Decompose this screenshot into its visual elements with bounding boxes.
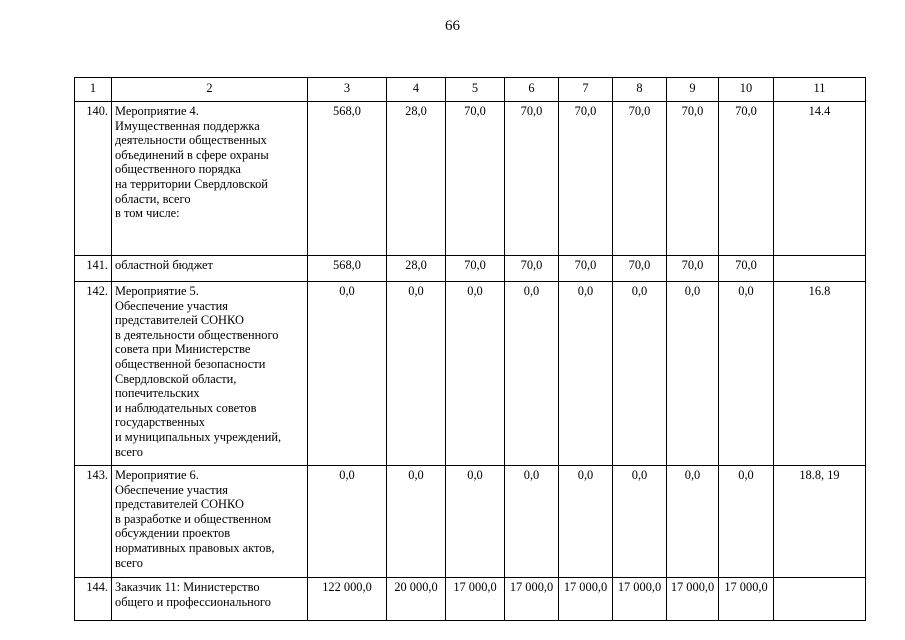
- value-cell: 0,0: [719, 466, 774, 578]
- header-cell-8: 8: [613, 78, 667, 102]
- value-cell: 70,0: [446, 102, 505, 256]
- value-cell: 0,0: [613, 282, 667, 466]
- reference-cell: 18.8, 19: [774, 466, 866, 578]
- page-number: 66: [445, 18, 460, 34]
- header-cell-6: 6: [505, 78, 559, 102]
- table-row: [75, 282, 866, 466]
- value-cell: 0,0: [559, 466, 613, 578]
- value-cell: 0,0: [446, 282, 505, 466]
- value-cell: 17 000,0: [505, 578, 559, 621]
- value-cell: 0,0: [613, 466, 667, 578]
- header-cell-7: 7: [559, 78, 613, 102]
- budget-table: [74, 77, 866, 621]
- value-cell: 0,0: [308, 466, 387, 578]
- value-cell: 28,0: [387, 102, 446, 256]
- value-cell: 0,0: [719, 282, 774, 466]
- value-cell: 70,0: [719, 102, 774, 256]
- value-cell: 70,0: [559, 256, 613, 282]
- reference-cell: [774, 256, 866, 282]
- header-cell-9: 9: [667, 78, 719, 102]
- value-cell: 0,0: [667, 466, 719, 578]
- value-cell: 0,0: [505, 466, 559, 578]
- header-cell-11: 11: [774, 78, 866, 102]
- value-cell: 70,0: [505, 256, 559, 282]
- row-number: 144.: [75, 578, 112, 621]
- value-cell: 70,0: [505, 102, 559, 256]
- table-row: [75, 256, 866, 282]
- reference-cell: 14.4: [774, 102, 866, 256]
- row-number: 143.: [75, 466, 112, 578]
- value-cell: 17 000,0: [667, 578, 719, 621]
- value-cell: 20 000,0: [387, 578, 446, 621]
- value-cell: 17 000,0: [446, 578, 505, 621]
- value-cell: 0,0: [667, 282, 719, 466]
- value-cell: 17 000,0: [559, 578, 613, 621]
- table-row: [75, 466, 866, 578]
- value-cell: 122 000,0: [308, 578, 387, 621]
- value-cell: 28,0: [387, 256, 446, 282]
- value-cell: 568,0: [308, 102, 387, 256]
- value-cell: 568,0: [308, 256, 387, 282]
- row-number: 140.: [75, 102, 112, 256]
- row-number: 142.: [75, 282, 112, 466]
- value-cell: 0,0: [308, 282, 387, 466]
- value-cell: 17 000,0: [613, 578, 667, 621]
- header-cell-2: 2: [112, 78, 308, 102]
- row-name: Мероприятие 5. Обеспечение участия представителей СОНКО в деятельности общественного совета при Министерстве общественной безопасности Свердловской области, попечительских и наблюдательных советов государственных и муниципальных учреждений, всего: [112, 282, 308, 466]
- table-row: [75, 102, 866, 256]
- value-cell: 70,0: [446, 256, 505, 282]
- value-cell: 17 000,0: [719, 578, 774, 621]
- value-cell: 70,0: [667, 256, 719, 282]
- header-cell-1: 1: [75, 78, 112, 102]
- header-cell-3: 3: [308, 78, 387, 102]
- header-cell-10: 10: [719, 78, 774, 102]
- value-cell: 0,0: [387, 466, 446, 578]
- header-row: [75, 78, 866, 102]
- header-cell-5: 5: [446, 78, 505, 102]
- table-row: [75, 578, 866, 621]
- reference-cell: [774, 578, 866, 621]
- value-cell: 0,0: [446, 466, 505, 578]
- row-name: областной бюджет: [112, 256, 308, 282]
- value-cell: 70,0: [667, 102, 719, 256]
- value-cell: 0,0: [387, 282, 446, 466]
- row-name: Мероприятие 4. Имущественная поддержка деятельности общественных объединений в сфере охраны общественного порядка на территории Свердловской области, всего в том числе:: [112, 102, 308, 256]
- value-cell: 0,0: [505, 282, 559, 466]
- header-cell-4: 4: [387, 78, 446, 102]
- row-number: 141.: [75, 256, 112, 282]
- value-cell: 70,0: [719, 256, 774, 282]
- value-cell: 70,0: [559, 102, 613, 256]
- value-cell: 70,0: [613, 102, 667, 256]
- value-cell: 70,0: [613, 256, 667, 282]
- reference-cell: 16.8: [774, 282, 866, 466]
- value-cell: 0,0: [559, 282, 613, 466]
- row-name: Мероприятие 6. Обеспечение участия представителей СОНКО в разработке и общественном обсуждении проектов нормативных правовых актов, всего: [112, 466, 308, 578]
- row-name: Заказчик 11: Министерство общего и профессионального: [112, 578, 308, 621]
